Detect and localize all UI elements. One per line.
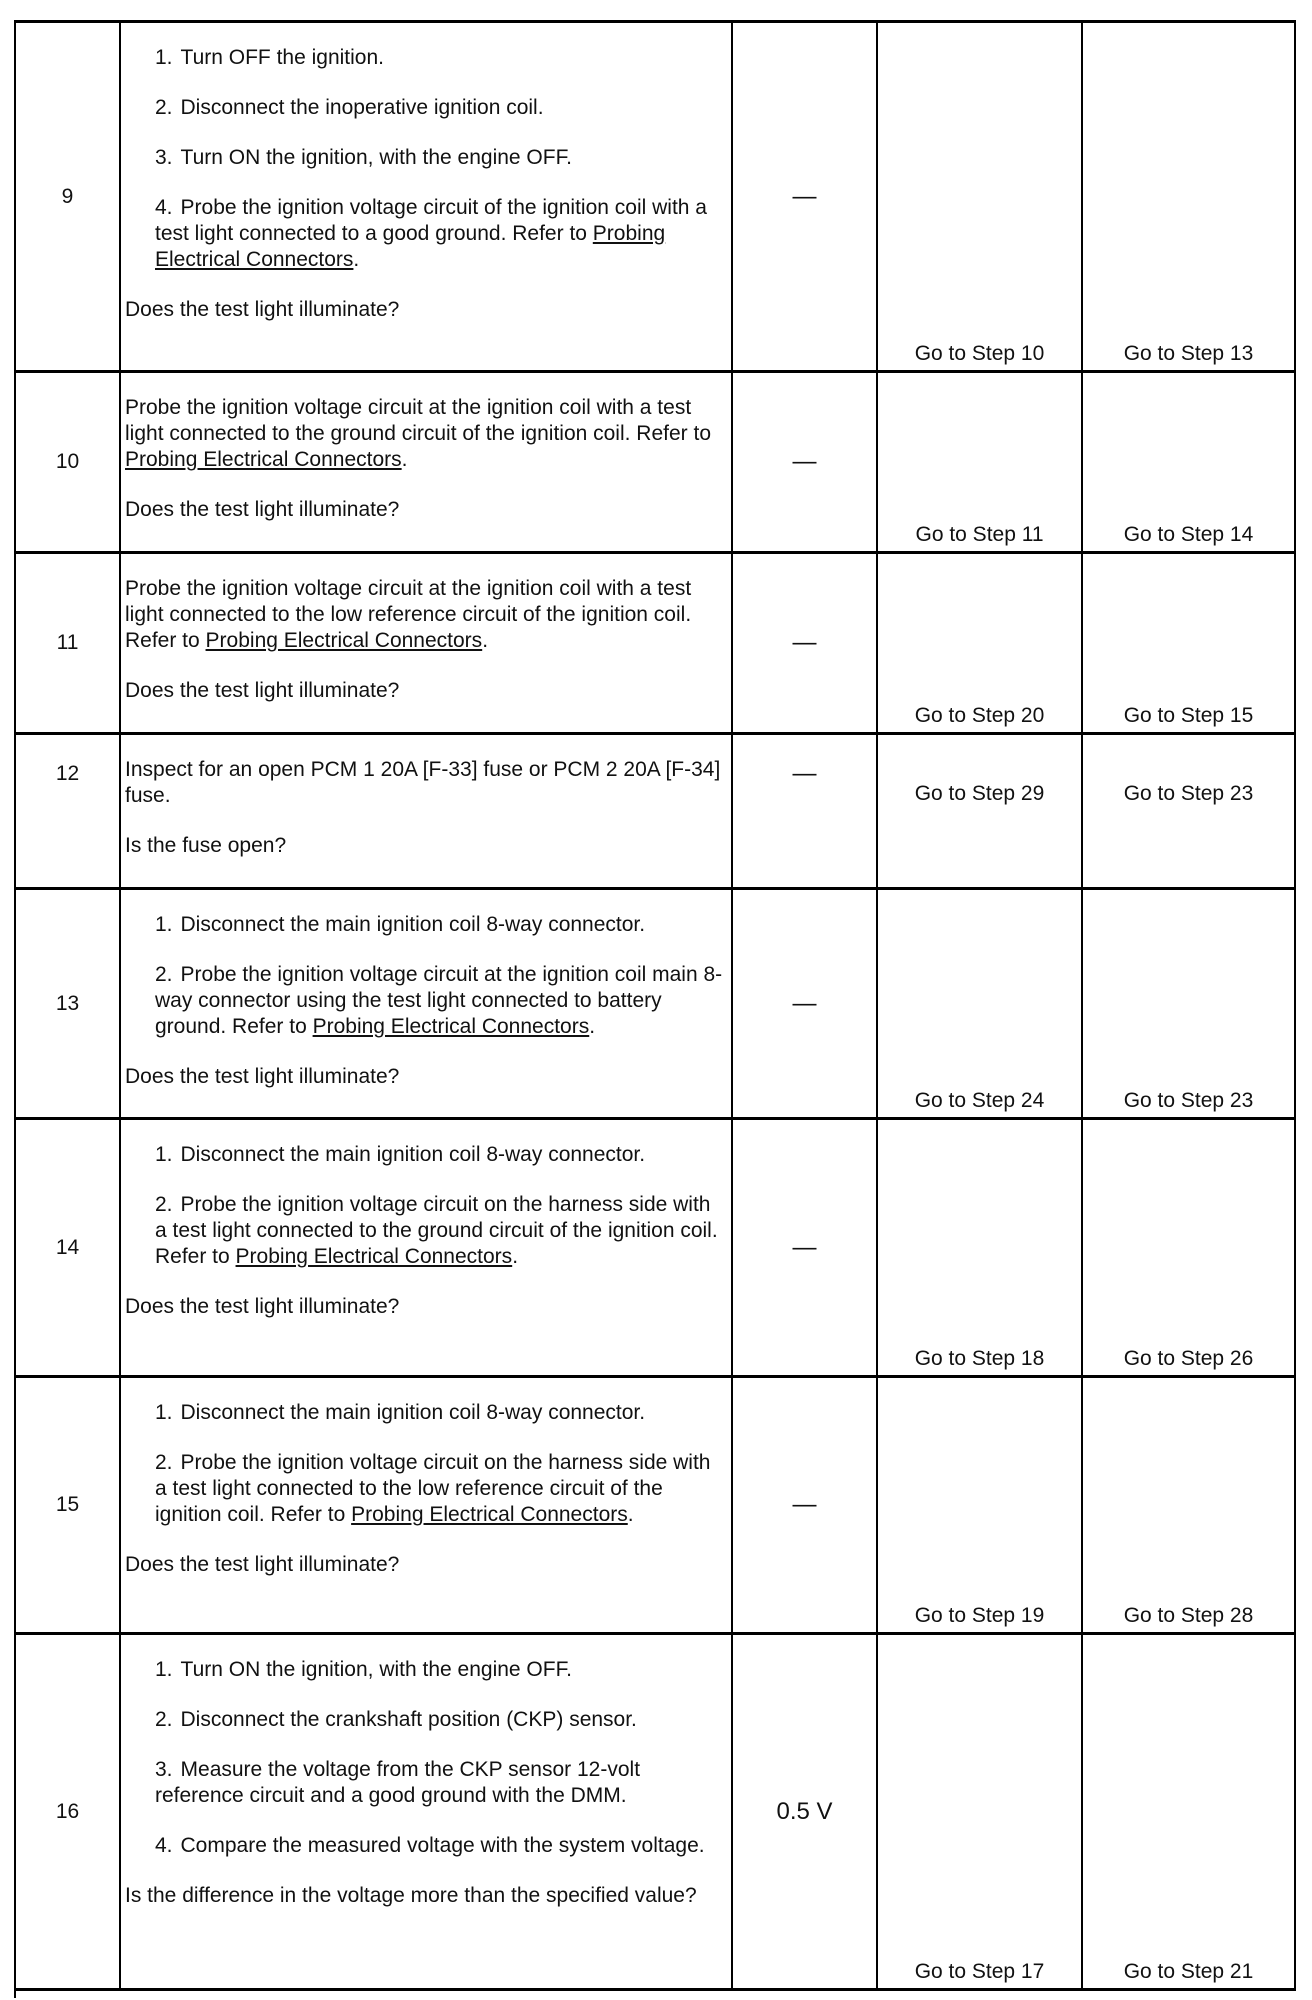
step-number: 14 xyxy=(55,1235,80,1259)
action-text: Probe the ignition voltage circuit at the ignition coil with a test light connected to the ground circuit of the ignition coil. Refer to xyxy=(125,396,712,445)
action-list-item xyxy=(125,1450,723,1528)
table-row xyxy=(16,890,1296,1120)
step-number: 13 xyxy=(55,991,80,1015)
item-number: 2. xyxy=(155,1193,173,1216)
yes-cell xyxy=(878,1635,1083,1988)
step-number-cell xyxy=(16,23,121,370)
probing-electrical-connectors-link[interactable]: Probing Electrical Connectors xyxy=(312,1015,590,1038)
action-cell xyxy=(121,1120,733,1375)
action-text-end: . xyxy=(353,248,360,271)
no-goto[interactable]: Go to Step 13 xyxy=(1123,342,1254,365)
action-paragraph xyxy=(125,757,723,809)
item-number: 4. xyxy=(155,1834,173,1857)
probing-electrical-connectors-link[interactable]: Probing Electrical Connectors xyxy=(351,1503,628,1526)
probing-electrical-connectors-link[interactable]: Probing Electrical Connectors xyxy=(125,448,402,471)
yes-cell xyxy=(878,735,1083,887)
yes-cell xyxy=(878,23,1083,370)
diagnostic-table xyxy=(14,20,1296,1998)
step-number: 12 xyxy=(55,762,80,785)
action-text: Probe the ignition voltage circuit at the ignition coil main 8-way connector using the test light connected to battery ground. Refer to xyxy=(155,963,723,1038)
value-cell xyxy=(733,23,878,370)
no-cell xyxy=(1083,735,1296,887)
table-row xyxy=(16,1378,1296,1635)
step-number-cell xyxy=(16,1635,121,1988)
yes-cell xyxy=(878,1378,1083,1632)
item-number: 1. xyxy=(155,1658,173,1681)
item-number: 2. xyxy=(155,1708,173,1731)
step-number: 10 xyxy=(55,450,80,473)
value-cell xyxy=(733,735,878,887)
action-list-item xyxy=(125,1757,723,1809)
action-text: Disconnect the crankshaft position (CKP) sensor. xyxy=(180,1708,637,1731)
action-list-item xyxy=(125,1192,723,1270)
yes-goto[interactable]: Go to Step 20 xyxy=(914,704,1045,727)
action-text-end: . xyxy=(589,1015,596,1038)
yes-goto[interactable]: Go to Step 17 xyxy=(914,1960,1045,1983)
step-number-cell xyxy=(16,735,121,887)
action-text: Probe the ignition voltage circuit at the ignition coil with a test light connected to the low reference circuit of the ignition coil. Refer to xyxy=(125,577,692,652)
action-cell xyxy=(121,554,733,732)
step-number: 9 xyxy=(61,184,74,208)
item-number: 2. xyxy=(155,96,173,119)
no-goto[interactable]: Go to Step 14 xyxy=(1123,523,1254,546)
action-text: Turn ON the ignition, with the engine OFF. xyxy=(180,146,572,169)
step-number-cell xyxy=(16,373,121,551)
no-cell xyxy=(1083,23,1296,370)
item-number: 1. xyxy=(155,913,173,936)
table-row xyxy=(16,735,1296,890)
action-question: Does the test light illuminate? xyxy=(125,1553,400,1576)
step-number: 15 xyxy=(55,1493,80,1516)
action-text-end: . xyxy=(401,448,408,471)
yes-goto[interactable]: Go to Step 24 xyxy=(914,1089,1045,1112)
no-goto[interactable]: Go to Step 23 xyxy=(1123,1089,1254,1112)
item-number: 2. xyxy=(155,963,173,986)
action-question: Is the difference in the voltage more than the specified value? xyxy=(125,1884,697,1907)
action-cell xyxy=(121,1635,733,1988)
action-text: Compare the measured voltage with the system voltage. xyxy=(180,1834,705,1857)
action-list-item xyxy=(125,1142,723,1168)
action-text: Turn ON the ignition, with the engine OFF. xyxy=(180,1658,572,1681)
action-text-end: . xyxy=(482,629,489,652)
table-row xyxy=(16,554,1296,735)
action-list-item xyxy=(125,1707,723,1733)
item-number: 3. xyxy=(155,1758,173,1781)
action-list-item xyxy=(125,1400,723,1426)
step-number: 16 xyxy=(55,1799,80,1823)
action-list-item xyxy=(125,1657,723,1683)
action-text: Inspect for an open PCM 1 20A [F-33] fuse or PCM 2 20A [F-34] fuse. xyxy=(125,758,721,807)
action-text: Disconnect the main ignition coil 8-way connector. xyxy=(180,1143,646,1166)
no-cell xyxy=(1083,1120,1296,1375)
step-number-cell xyxy=(16,1378,121,1632)
action-text-end: . xyxy=(512,1245,519,1268)
action-cell xyxy=(121,1378,733,1632)
yes-cell xyxy=(878,890,1083,1117)
probing-electrical-connectors-link[interactable]: Probing Electrical Connectors xyxy=(155,222,666,271)
action-text: Disconnect the main ignition coil 8-way connector. xyxy=(180,913,646,936)
no-goto[interactable]: Go to Step 26 xyxy=(1123,1347,1254,1370)
action-list-item xyxy=(125,195,723,273)
yes-goto[interactable]: Go to Step 10 xyxy=(914,342,1045,365)
action-list-item xyxy=(125,912,723,938)
action-list-item xyxy=(125,1833,723,1859)
no-cell xyxy=(1083,890,1296,1117)
action-question: Does the test light illuminate? xyxy=(125,1295,400,1318)
no-goto[interactable]: Go to Step 15 xyxy=(1123,704,1254,727)
action-question: Does the test light illuminate? xyxy=(125,1065,400,1088)
value-text: 0.5 V xyxy=(776,1797,833,1825)
table-row xyxy=(16,1635,1296,1991)
action-text: Turn OFF the ignition. xyxy=(180,46,384,69)
yes-cell xyxy=(878,1120,1083,1375)
value-cell xyxy=(733,373,878,551)
action-cell xyxy=(121,373,733,551)
action-text: Probe the ignition voltage circuit of the ignition coil with a test light connected to a good ground. Refer to xyxy=(155,196,707,245)
value-text: — xyxy=(792,989,817,1017)
no-goto[interactable]: Go to Step 21 xyxy=(1123,1960,1254,1983)
item-number: 1. xyxy=(155,1401,173,1424)
yes-goto[interactable]: Go to Step 29 xyxy=(914,782,1045,805)
no-cell xyxy=(1083,1635,1296,1988)
yes-cell xyxy=(878,373,1083,551)
value-text: — xyxy=(792,182,817,210)
value-cell xyxy=(733,1378,878,1632)
action-text: Disconnect the inoperative ignition coil. xyxy=(180,96,544,119)
no-goto[interactable]: Go to Step 23 xyxy=(1123,782,1254,805)
item-number: 1. xyxy=(155,1143,173,1166)
action-text: Measure the voltage from the CKP sensor 12-volt reference circuit and a good ground with the DMM. xyxy=(155,1758,641,1807)
table-row xyxy=(16,23,1296,373)
action-question: Is the fuse open? xyxy=(125,834,287,857)
action-question: Does the test light illuminate? xyxy=(125,298,400,321)
probing-electrical-connectors-link[interactable]: Probing Electrical Connectors xyxy=(205,629,483,652)
action-question: Does the test light illuminate? xyxy=(125,498,400,521)
value-text: — xyxy=(792,448,817,475)
value-cell xyxy=(733,890,878,1117)
item-number: 3. xyxy=(155,146,173,169)
value-text: — xyxy=(792,1491,817,1518)
action-cell xyxy=(121,890,733,1117)
item-number: 4. xyxy=(155,196,173,219)
value-text: — xyxy=(792,1233,817,1261)
action-list-item xyxy=(125,962,723,1040)
probing-electrical-connectors-link[interactable]: Probing Electrical Connectors xyxy=(235,1245,513,1268)
action-text: Probe the ignition voltage circuit on the harness side with a test light connected to the low reference circuit of the ignition coil. Refer to xyxy=(155,1451,711,1526)
action-paragraph xyxy=(125,576,723,654)
action-cell xyxy=(121,23,733,370)
value-cell xyxy=(733,554,878,732)
yes-goto[interactable]: Go to Step 19 xyxy=(914,1604,1045,1627)
action-list-item xyxy=(125,145,723,171)
item-number: 1. xyxy=(155,46,173,69)
value-text: — xyxy=(792,760,817,787)
no-cell xyxy=(1083,554,1296,732)
action-text: Probe the ignition voltage circuit on the harness side with a test light connected to the ground circuit of the ignition coil. Refer to xyxy=(155,1193,718,1268)
no-goto[interactable]: Go to Step 28 xyxy=(1123,1604,1254,1627)
step-number-cell xyxy=(16,1120,121,1375)
action-text: Disconnect the main ignition coil 8-way connector. xyxy=(180,1401,646,1424)
no-cell xyxy=(1083,373,1296,551)
yes-cell xyxy=(878,554,1083,732)
action-question: Does the test light illuminate? xyxy=(125,679,400,702)
action-text-end: . xyxy=(627,1503,634,1526)
step-number-cell xyxy=(16,554,121,732)
action-cell xyxy=(121,735,733,887)
action-paragraph xyxy=(125,395,723,473)
step-number-cell xyxy=(16,890,121,1117)
yes-goto[interactable]: Go to Step 11 xyxy=(915,523,1044,546)
yes-goto[interactable]: Go to Step 18 xyxy=(914,1347,1045,1370)
table-row xyxy=(16,1120,1296,1378)
table-row xyxy=(16,373,1296,554)
value-cell xyxy=(733,1120,878,1375)
value-cell xyxy=(733,1635,878,1988)
step-number: 11 xyxy=(56,631,79,654)
action-list-item xyxy=(125,45,723,71)
item-number: 2. xyxy=(155,1451,173,1474)
no-cell xyxy=(1083,1378,1296,1632)
action-list-item xyxy=(125,95,723,121)
value-text: — xyxy=(792,629,817,656)
